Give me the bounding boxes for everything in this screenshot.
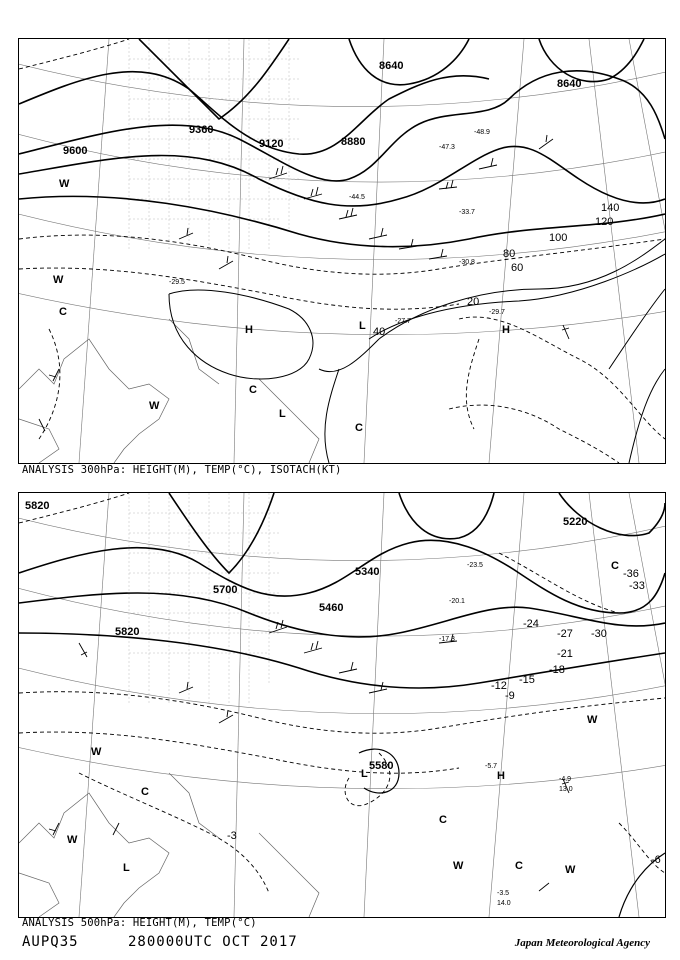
station-value: -29.5	[169, 279, 185, 286]
data-void-grid	[129, 493, 279, 703]
height-label: 9120	[259, 138, 284, 150]
temp-label: -27	[557, 628, 573, 640]
temp-label: -6	[651, 854, 661, 866]
station-value: -4.9	[559, 776, 572, 783]
cold-marker: C	[439, 814, 447, 826]
coastline	[19, 319, 319, 463]
temp-label: -24	[523, 618, 539, 630]
cold-marker: C	[59, 306, 67, 318]
chart-id: AUPQ35	[22, 934, 79, 950]
low-marker: L	[359, 320, 366, 332]
station-value: -30.8	[459, 259, 475, 266]
temp-label: -15	[519, 674, 535, 686]
cold-marker: C	[515, 860, 523, 872]
height-label: 5220	[563, 516, 588, 528]
warm-marker: W	[53, 274, 64, 286]
height-label: 9360	[189, 124, 214, 136]
warm-marker: W	[587, 714, 598, 726]
height-labels	[63, 60, 581, 157]
station-value: -48.9	[474, 129, 490, 136]
temp-label: -12	[491, 680, 507, 692]
panel-caption-300hpa: ANALYSIS 300hPa: HEIGHT(M), TEMP(°C), ISOTACH(KT)	[22, 464, 342, 476]
graticule	[19, 493, 665, 917]
map-panel-500hpa	[18, 492, 666, 918]
temp-label: -3	[227, 830, 237, 842]
wind-barbs	[49, 620, 572, 891]
warm-marker: W	[59, 178, 70, 190]
station-value: 14.0	[497, 900, 511, 907]
isotach-label: 60	[511, 262, 524, 274]
warm-marker: W	[67, 834, 78, 846]
height-label: 8640	[557, 78, 582, 90]
station-value: -27.7	[395, 318, 411, 325]
panel-caption-500hpa: ANALYSIS 500hPa: HEIGHT(M), TEMP(°C)	[22, 917, 257, 929]
valid-time: 280000UTC OCT 2017	[128, 934, 298, 950]
height-label: 8880	[341, 136, 366, 148]
temp-label: -18	[549, 664, 565, 676]
low-marker: L	[123, 862, 130, 874]
station-value: -33.7	[459, 209, 475, 216]
height-label: 5700	[213, 584, 238, 596]
temperature-isotherms	[19, 493, 665, 893]
height-label: 8640	[379, 60, 404, 72]
isotach-label: 100	[549, 232, 568, 244]
station-value: -29.7	[489, 309, 505, 316]
temp-label: -33	[629, 580, 645, 592]
height-label: 5820	[25, 500, 50, 512]
isotach-label: 120	[595, 216, 614, 228]
temperature-isotherms	[19, 39, 665, 463]
height-label: 5340	[355, 566, 380, 578]
map-panel-300hpa	[18, 38, 666, 464]
warm-marker: W	[91, 746, 102, 758]
station-value: -20.1	[449, 598, 465, 605]
high-marker: H	[502, 324, 510, 336]
graticule	[19, 39, 665, 463]
low-marker: L	[279, 408, 286, 420]
height-label: 5460	[319, 602, 344, 614]
isotach-label: 80	[503, 248, 516, 260]
map-300hpa-svg	[19, 39, 665, 463]
station-value: -3.5	[497, 890, 510, 897]
solid-boundary	[359, 749, 665, 917]
height-label: 9600	[63, 145, 88, 157]
isotach-label: 140	[601, 202, 620, 214]
height-label: 5580	[369, 760, 394, 772]
map-500hpa-svg	[19, 493, 665, 917]
station-value: -47.3	[439, 144, 455, 151]
cold-marker: C	[355, 422, 363, 434]
station-value: -44.5	[349, 194, 365, 201]
temp-label: -36	[623, 568, 639, 580]
cold-marker: C	[611, 560, 619, 572]
station-value: -17.3	[439, 636, 455, 643]
wind-barbs	[39, 135, 569, 431]
station-value: 13.0	[559, 786, 573, 793]
temp-label: -21	[557, 648, 573, 660]
agency-name: Japan Meteorological Agency	[514, 937, 650, 949]
station-value: -5.7	[485, 763, 498, 770]
warm-marker: W	[453, 860, 464, 872]
high-marker: H	[497, 770, 505, 782]
warm-marker: W	[149, 400, 160, 412]
coastline	[19, 773, 319, 917]
low-marker: L	[361, 768, 368, 780]
station-value: -23.5	[467, 562, 483, 569]
isotachs	[169, 239, 665, 463]
station-values	[439, 562, 573, 907]
high-marker: H	[245, 324, 253, 336]
temp-label: -30	[591, 628, 607, 640]
height-label: 5820	[115, 626, 140, 638]
temp-label: -9	[505, 690, 515, 702]
warm-marker: W	[565, 864, 576, 876]
station-values	[169, 129, 505, 325]
isotach-label: 40	[373, 326, 386, 338]
cold-marker: C	[141, 786, 149, 798]
cold-marker: C	[249, 384, 257, 396]
isotach-label: 20	[467, 296, 480, 308]
